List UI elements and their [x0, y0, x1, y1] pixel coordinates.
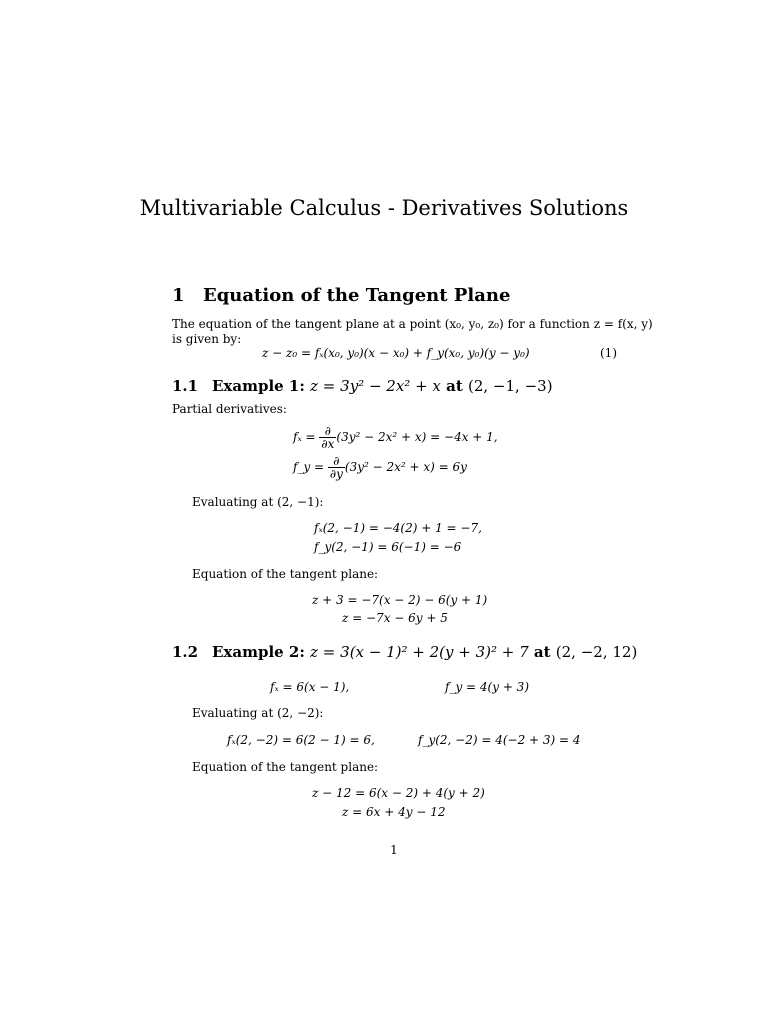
example-2-plane-line-2: z = 6x + 4y − 12: [342, 805, 446, 819]
example-2-function: z = 3(x − 1)² + 2(y + 3)² + 7: [310, 643, 529, 661]
page-number: 1: [390, 843, 398, 857]
example-2-eval-label: Evaluating at (2, −2):: [192, 706, 324, 720]
fy-numerator: ∂: [328, 455, 345, 468]
fy-rhs: (3y² − 2x² + x) = 6y: [344, 460, 467, 474]
partial-derivatives-label: Partial derivatives:: [172, 402, 287, 416]
example-1-plane-label: Equation of the tangent plane:: [192, 567, 379, 581]
fx-denominator: ∂x: [321, 437, 335, 451]
page-title: Multivariable Calculus - Derivatives Solutions: [139, 196, 629, 220]
example-2-eval-fy: f_y(2, −2) = 4(−2 + 3) = 4: [418, 733, 581, 747]
fy-lhs: f_y =: [293, 460, 325, 474]
fx-derivation: [293, 425, 498, 450]
example-2-point: (2, −2, 12): [555, 643, 638, 661]
example-2-label: Example 2:: [212, 643, 305, 661]
example-1-eval-label: Evaluating at (2, −1):: [192, 495, 324, 509]
equation-tag: (1): [600, 346, 617, 360]
example-1-number: 1.1: [172, 377, 199, 395]
example-1-function: z = 3y² − 2x² + x: [310, 377, 441, 395]
section-number: 1: [172, 285, 185, 306]
example-1-eval-fy: f_y(2, −1) = 6(−1) = −6: [314, 540, 462, 554]
example-2-fx: fₓ = 6(x − 1),: [270, 680, 350, 694]
example-1-point: (2, −1, −3): [468, 377, 553, 395]
example-2-fy: f_y = 4(y + 3): [445, 680, 529, 694]
example-1-plane-line-1: z + 3 = −7(x − 2) − 6(y + 1): [312, 593, 488, 607]
fx-partial-fraction: [319, 425, 336, 450]
tangent-plane-equation: z − z₀ = fₓ(x₀, y₀)(x − x₀) + f_y(x₀, y₀)(y − y₀): [262, 346, 530, 360]
fx-rhs: (3y² − 2x² + x) = −4x + 1,: [336, 430, 498, 444]
example-2-eval-fx: fₓ(2, −2) = 6(2 − 1) = 6,: [227, 733, 375, 747]
fy-partial-fraction: [328, 455, 345, 480]
fy-derivation: [293, 455, 467, 480]
intro-line-2: is given by:: [172, 332, 242, 346]
section-heading: [172, 285, 510, 306]
example-2-plane-label: Equation of the tangent plane:: [192, 760, 379, 774]
example-1-plane-line-2: z = −7x − 6y + 5: [342, 611, 448, 625]
fx-numerator: ∂: [319, 425, 336, 438]
intro-line-1: The equation of the tangent plane at a point (x₀, y₀, z₀) for a function z = f(x, y): [172, 317, 653, 331]
fy-denominator: ∂y: [329, 467, 343, 481]
example-2-heading: [172, 643, 637, 661]
section-title: Equation of the Tangent Plane: [203, 285, 511, 306]
example-2-plane-line-1: z − 12 = 6(x − 2) + 4(y + 2): [312, 786, 485, 800]
example-2-number: 1.2: [172, 643, 199, 661]
example-2-at: at: [533, 643, 551, 661]
example-1-at: at: [446, 377, 463, 395]
fx-lhs: fₓ =: [293, 430, 316, 444]
example-1-label: Example 1:: [212, 377, 305, 395]
example-1-heading: [172, 377, 553, 395]
example-1-eval-fx: fₓ(2, −1) = −4(2) + 1 = −7,: [314, 521, 482, 535]
